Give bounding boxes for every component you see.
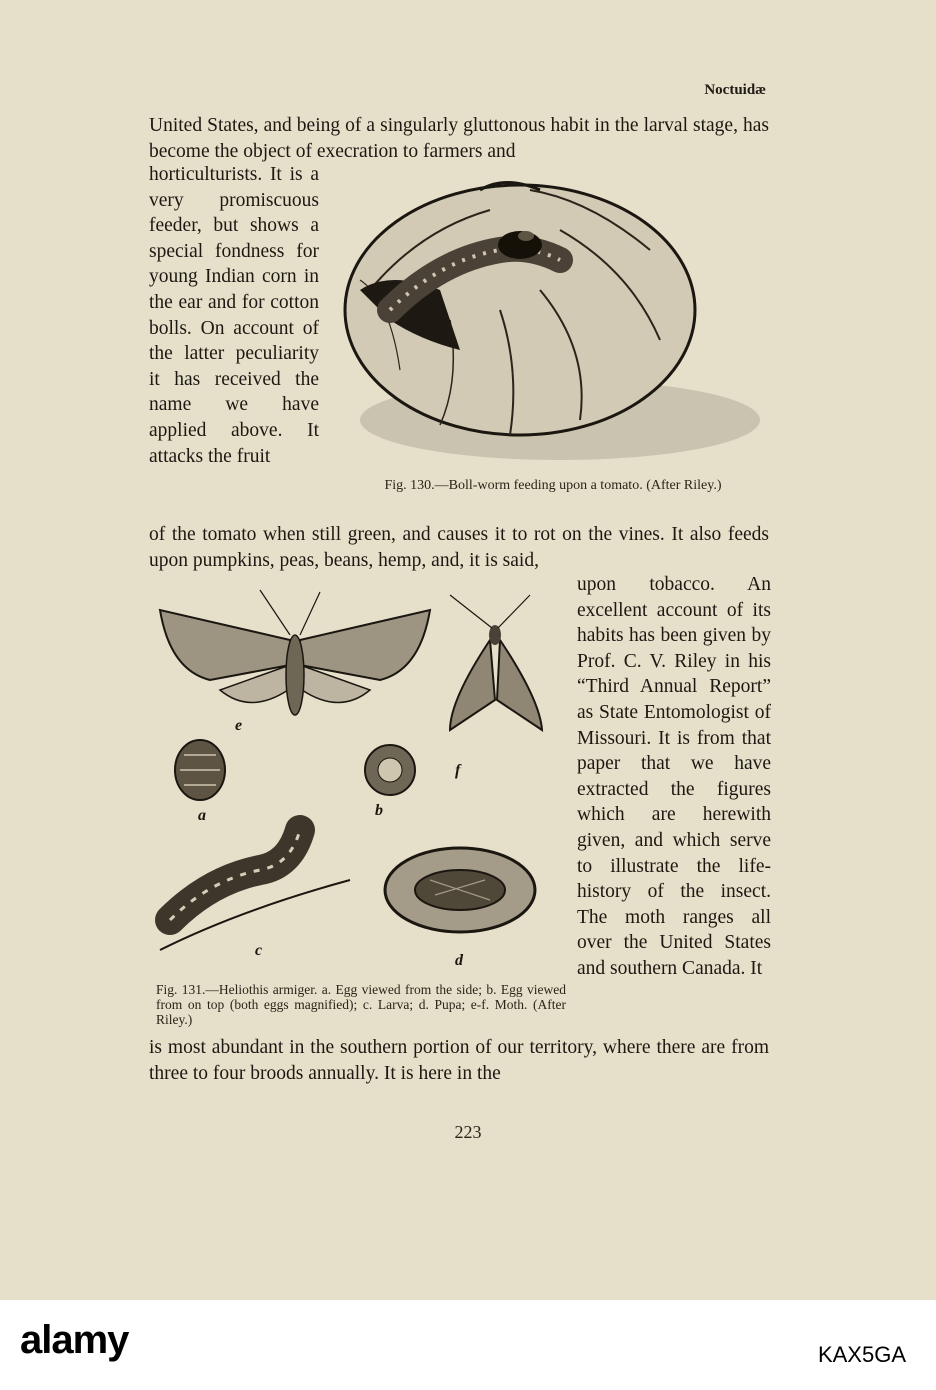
fig130-caption: Fig. 130.—Boll-worm feeding upon a tomato. (After Riley.) bbox=[384, 478, 722, 493]
paragraph-1-top: United States, and being of a singularly gluttonous habit in the larval stage, has become the object of execration to farmers and bbox=[149, 115, 769, 162]
label-b: b bbox=[375, 802, 383, 819]
label-c: c bbox=[255, 942, 263, 959]
moth-at-rest bbox=[450, 595, 542, 730]
larva bbox=[170, 830, 300, 920]
watermark-id: KAX5GA bbox=[817, 1342, 906, 1367]
watermark-bar bbox=[0, 1300, 936, 1390]
label-f: f bbox=[455, 762, 461, 779]
fig130-tomato-illustration bbox=[330, 170, 770, 470]
label-d: d bbox=[455, 952, 463, 969]
page-number: 223 bbox=[454, 1122, 482, 1142]
moth-spread bbox=[160, 590, 430, 715]
paragraph-2-end: is most abundant in the southern portion of our territory, where there are from three to four broods annually. It is here in the bbox=[149, 1037, 769, 1084]
fig131-caption: Fig. 131.—Heliothis armiger. a. Egg viewed from the side; b. Egg viewed from on top (both eggs magnified); c. Larva; d. Pupa; e-f. Moth. (After Riley.) bbox=[156, 982, 566, 1027]
paragraph-2-column: upon tobacco. An excellent account of its habits has been given by Prof. C. V. Riley in his “Third Annual Report” as State Entomologist of Missouri. It is from that paper that we have extracted the figures which are herewith given, and which serve to illustrate the life-history of the insect. The moth ranges all over the United States and southern Canada. It bbox=[577, 574, 771, 979]
paragraph-1-column: horticulturists. It is a very promiscuous feeder, but shows a special fondness for young Indian corn in the ear and for cotton bolls. On account of the latter peculiarity it has received the name we have applied above. It attacks the fruit bbox=[149, 164, 319, 467]
label-a: a bbox=[198, 807, 206, 824]
watermark-logo: alamy bbox=[20, 1318, 129, 1362]
paragraph-1-continued: of the tomato when still green, and causes it to rot on the vines. It also feeds upon pumpkins, peas, beans, hemp, and, it is said, bbox=[149, 524, 769, 571]
running-head: Noctuidæ bbox=[704, 82, 766, 98]
fig131-moth-illustration bbox=[150, 580, 570, 980]
label-e: e bbox=[235, 717, 243, 734]
